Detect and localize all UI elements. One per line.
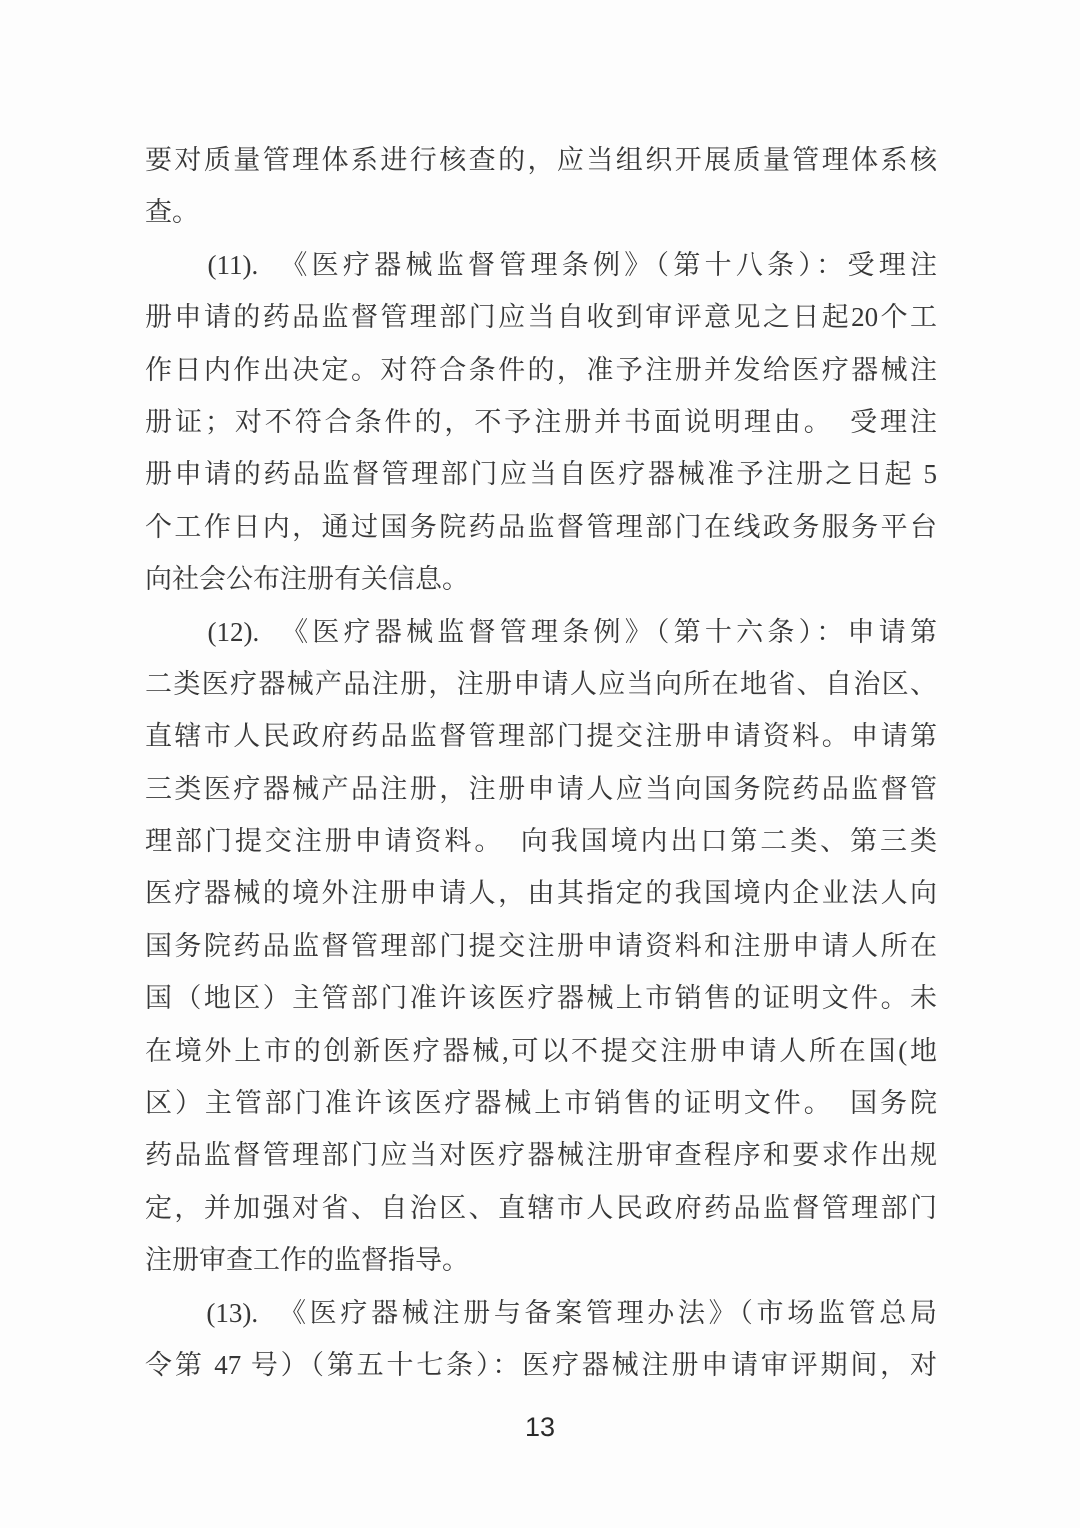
text-line: 药品监督管理部门应当对医疗器械注册审查程序和要求作出规: [145, 1140, 937, 1171]
text-line: 册证；对不符合条件的，不予注册并书面说明理由。 受理注: [145, 406, 937, 437]
text-line: 国务院药品监督管理部门提交注册申请资料和注册申请人所在: [145, 930, 937, 961]
text-line: 直辖市人民政府药品监督管理部门提交注册申请资料。申请第: [145, 721, 937, 752]
text-line: 作日内作出决定。对符合条件的，准予注册并发给医疗器械注: [145, 354, 937, 385]
text-line: 查。: [145, 197, 199, 228]
page-number: 13: [524, 1412, 556, 1442]
text-line: 册申请的药品监督管理部门应当自医疗器械准予注册之日起 5: [145, 459, 937, 490]
text-line: 令第 47 号）（第五十七条）：医疗器械注册申请审评期间，对: [145, 1349, 937, 1380]
text-line: (11). 《医疗器械监督管理条例》（第十八条）：受理注: [145, 249, 937, 280]
text-line: 理部门提交注册申请资料。 向我国境内出口第二类、第三类: [145, 826, 937, 857]
text-line: 定，并加强对省、自治区、直辖市人民政府药品监督管理部门: [145, 1192, 937, 1223]
text-line: 要对质量管理体系进行核查的，应当组织开展质量管理体系核: [145, 145, 937, 175]
text-line: (13). 《医疗器械注册与备案管理办法》（市场监管总局: [145, 1297, 937, 1328]
document-text-block: [145, 134, 937, 1391]
text-line: 区）主管部门准许该医疗器械上市销售的证明文件。 国务院: [145, 1088, 937, 1119]
text-line: 在境外上市的创新医疗器械,可以不提交注册申请人所在国(地: [145, 1035, 937, 1066]
text-line: 个工作日内，通过国务院药品监督管理部门在线政务服务平台: [145, 511, 937, 542]
text-line: 向社会公布注册有关信息。: [145, 564, 469, 595]
text-line: 二类医疗器械产品注册，注册申请人应当向所在地省、自治区、: [145, 668, 937, 699]
text-line: 注册审查工作的监督指导。: [145, 1245, 469, 1276]
text-line: 册申请的药品监督管理部门应当自收到审评意见之日起20个工: [145, 302, 937, 333]
text-line: (12). 《医疗器械监督管理条例》（第十六条）：申请第: [145, 616, 937, 647]
text-line: 三类医疗器械产品注册，注册申请人应当向国务院药品监督管: [145, 773, 937, 804]
text-line: 医疗器械的境外注册申请人，由其指定的我国境内企业法人向: [145, 878, 937, 909]
text-line: 国（地区）主管部门准许该医疗器械上市销售的证明文件。未: [145, 983, 937, 1014]
